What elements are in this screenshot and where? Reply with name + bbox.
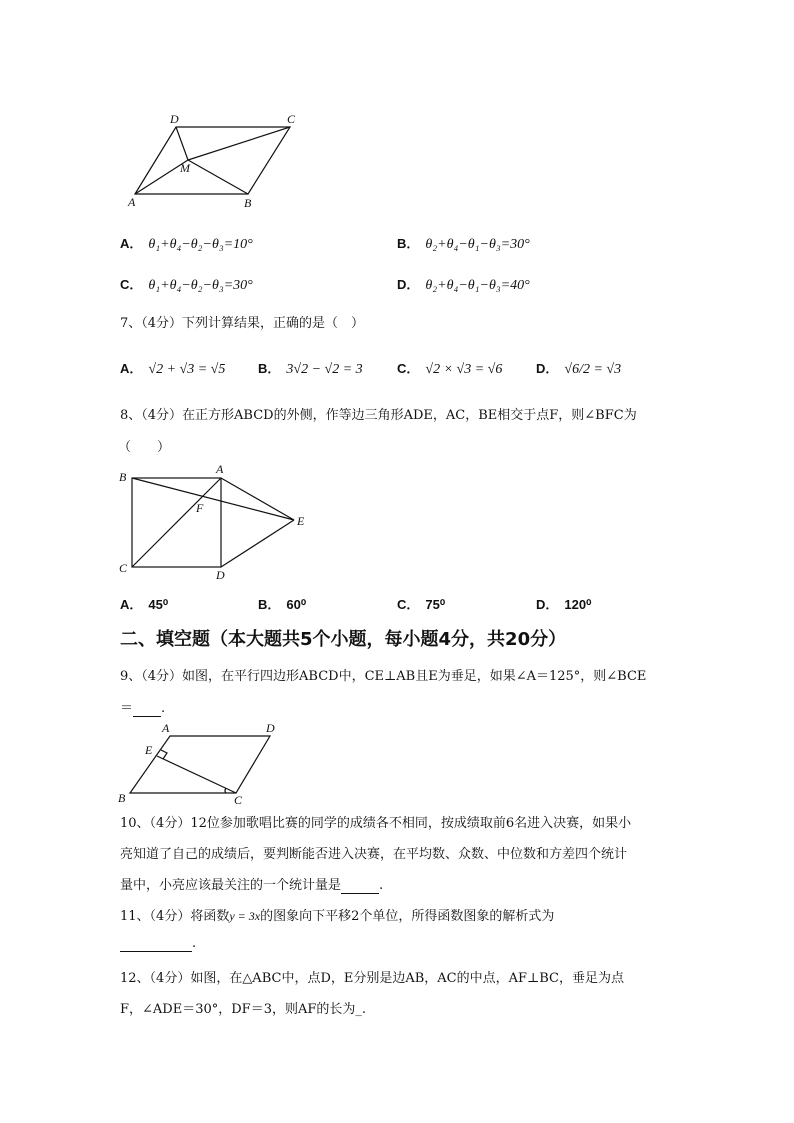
q12-line2: F，∠ADE＝30°，DF＝3，则AF的长为_.: [120, 1002, 367, 1017]
q8-option-c-label: C．: [397, 597, 420, 612]
q11-line1: [120, 905, 554, 924]
q6-option-c-label: C．: [120, 277, 143, 292]
q7-option-d-label: D．: [536, 361, 559, 376]
label-c: C: [234, 793, 243, 806]
figure-parallelogram-perpendicular: [112, 718, 282, 806]
q7-option-b-text: 3√2 − √2 = 3: [286, 362, 363, 377]
q6-option-c: [120, 274, 253, 294]
label-f: F: [196, 501, 204, 515]
q9-blank: [133, 701, 161, 717]
q7-option-c-label: C．: [397, 361, 420, 376]
q8-option-a-text: 45⁰: [148, 597, 169, 612]
q11-formula: y = 3x: [229, 909, 261, 923]
q11-line2: [120, 936, 196, 952]
q9-line2-end: .: [161, 701, 166, 716]
q6-option-b: [397, 233, 530, 253]
q7-option-d: [536, 358, 621, 378]
label-d: D: [170, 112, 179, 126]
q11-line1-b: 的图象向下平移2个单位，所得函数图象的解析式为: [260, 909, 555, 924]
q6-option-c-text: θ₁+θ₄−θ₂−θ₃=30°: [148, 278, 253, 293]
q8-paren: （ ）: [118, 440, 171, 455]
q6-option-b-label: B．: [397, 236, 420, 251]
label-e: E: [145, 743, 153, 757]
q7-option-a: [120, 358, 225, 378]
q9-line2: [120, 697, 165, 717]
q8-option-d-label: D．: [536, 597, 559, 612]
q7-option-c: [397, 358, 502, 378]
label-d: D: [266, 721, 275, 735]
label-e: E: [297, 514, 305, 528]
label-a: A: [216, 462, 224, 476]
label-m: M: [180, 161, 190, 175]
q11-blank: [120, 936, 192, 952]
q7-option-b: [258, 358, 363, 378]
q10-line3-end: .: [379, 878, 384, 893]
label-b: B: [119, 470, 127, 484]
q8-option-d: [536, 594, 591, 613]
q9-line1: 9、（4分）如图，在平行四边形ABCD中，CE⊥AB且E为垂足，如果∠A＝125°，则∠BCE: [120, 669, 647, 684]
q6-option-a-text: θ₁+θ₄−θ₂−θ₃=10°: [148, 237, 253, 252]
q10-line2: 亮知道了自己的成绩后，要判断能否进入决赛，在平均数、众数、中位数和方差四个统计: [120, 847, 628, 862]
q11-line1-a: 11、（4分）将函数: [120, 909, 230, 924]
q7-option-a-text: √2 + √3 = √5: [148, 362, 226, 377]
label-a: A: [128, 195, 136, 209]
label-c: C: [119, 561, 128, 575]
q9-line2-text: ＝: [120, 701, 134, 716]
label-b: B: [118, 791, 126, 805]
q12-line1: 12、（4分）如图，在△ABC中，点D，E分别是边AB，AC的中点，AF⊥BC，垂足为点: [120, 971, 625, 986]
q8-option-a-label: A．: [120, 597, 143, 612]
q11-line2-end: .: [192, 936, 197, 951]
q7-option-d-text: √6/2 = √3: [564, 362, 622, 377]
section-heading: 二、填空题（本大题共5个小题，每小题4分，共20分）: [120, 629, 567, 650]
figure-square-triangle: [112, 460, 312, 585]
q8-option-d-text: 120⁰: [564, 597, 592, 612]
q7-stem: 7、（4分）下列计算结果，正确的是（ ）: [120, 316, 365, 331]
q8-option-c-text: 75⁰: [425, 597, 446, 612]
q6-option-d-label: D．: [397, 277, 420, 292]
label-c: C: [287, 112, 296, 126]
q8-option-b-text: 60⁰: [286, 597, 307, 612]
q8-option-b-label: B．: [258, 597, 281, 612]
label-d: D: [216, 568, 225, 582]
q7-option-b-label: B．: [258, 361, 281, 376]
q10-blank: [341, 878, 379, 894]
q10-line3-text: 量中，小亮应该最关注的一个统计量是: [120, 878, 342, 893]
q6-option-b-text: θ₂+θ₄−θ₁−θ₃=30°: [425, 237, 530, 252]
q6-option-d-text: θ₂+θ₄−θ₁−θ₃=40°: [425, 278, 530, 293]
q6-option-a: [120, 233, 253, 253]
q8-option-c: [397, 594, 445, 613]
q8-option-a: [120, 594, 168, 613]
q6-option-a-label: A．: [120, 236, 143, 251]
q7-option-a-label: A．: [120, 361, 143, 376]
label-b: B: [244, 196, 252, 210]
q8-option-b: [258, 594, 306, 613]
label-a: A: [162, 721, 170, 735]
q6-option-d: [397, 274, 530, 294]
q10-line1: 10、（4分）12位参加歌唱比赛的同学的成绩各不相同，按成绩取前6名进入决赛，如果小: [120, 816, 632, 831]
q8-stem: 8、（4分）在正方形ABCD的外侧，作等边三角形ADE，AC，BE相交于点F，则∠BFC为: [120, 408, 637, 423]
q7-option-c-text: √2 × √3 = √6: [425, 362, 503, 377]
figure-parallelogram-m: [120, 108, 310, 213]
q10-line3: [120, 874, 383, 894]
